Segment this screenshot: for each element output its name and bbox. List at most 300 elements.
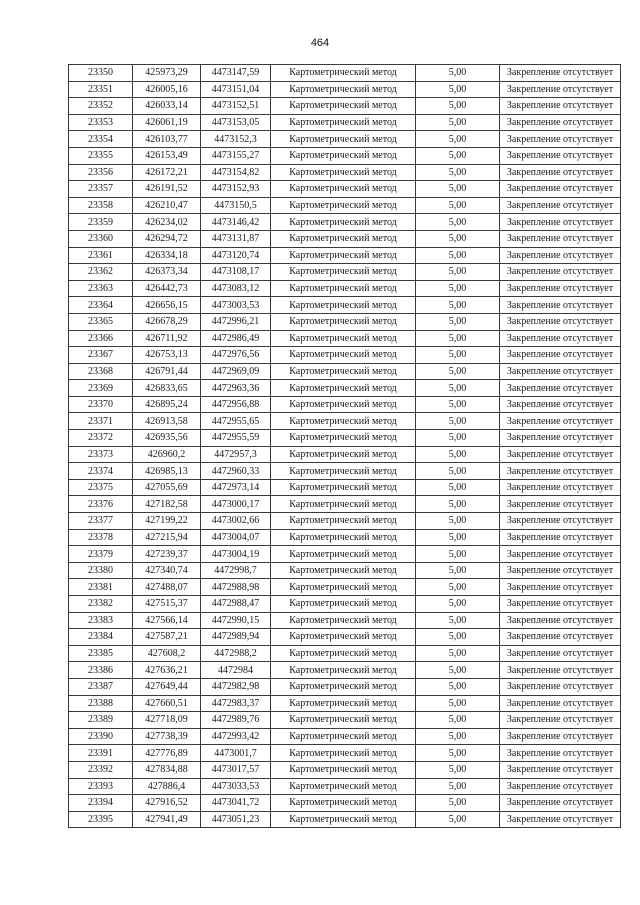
y-coordinate-cell: 4473108,17	[201, 264, 271, 281]
point-number-cell: 23393	[69, 778, 133, 795]
fixation-cell: Закрепление отсутствует	[500, 795, 621, 812]
table-row	[69, 479, 621, 496]
point-number-cell: 23372	[69, 430, 133, 447]
fixation-cell: Закрепление отсутствует	[500, 662, 621, 679]
table-row	[69, 131, 621, 148]
x-coordinate-cell: 427941,49	[133, 811, 201, 828]
accuracy-cell: 5,00	[416, 181, 500, 198]
fixation-cell: Закрепление отсутствует	[500, 479, 621, 496]
y-coordinate-cell: 4472976,56	[201, 347, 271, 364]
y-coordinate-cell: 4473001,7	[201, 745, 271, 762]
fixation-cell: Закрепление отсутствует	[500, 728, 621, 745]
accuracy-cell: 5,00	[416, 380, 500, 397]
table-row	[69, 164, 621, 181]
point-number-cell: 23379	[69, 546, 133, 563]
accuracy-cell: 5,00	[416, 114, 500, 131]
y-coordinate-cell: 4472957,3	[201, 446, 271, 463]
point-number-cell: 23362	[69, 264, 133, 281]
method-cell: Картометрический метод	[271, 114, 416, 131]
y-coordinate-cell: 4472960,33	[201, 463, 271, 480]
table-row	[69, 678, 621, 695]
y-coordinate-cell: 4472996,21	[201, 313, 271, 330]
method-cell: Картометрический метод	[271, 662, 416, 679]
y-coordinate-cell: 4473051,23	[201, 811, 271, 828]
point-number-cell: 23390	[69, 728, 133, 745]
table-row	[69, 396, 621, 413]
y-coordinate-cell: 4473152,3	[201, 131, 271, 148]
accuracy-cell: 5,00	[416, 396, 500, 413]
accuracy-cell: 5,00	[416, 596, 500, 613]
method-cell: Картометрический метод	[271, 811, 416, 828]
x-coordinate-cell: 427340,74	[133, 562, 201, 579]
fixation-cell: Закрепление отсутствует	[500, 131, 621, 148]
method-cell: Картометрический метод	[271, 230, 416, 247]
method-cell: Картометрический метод	[271, 197, 416, 214]
point-number-cell: 23377	[69, 513, 133, 530]
point-number-cell: 23374	[69, 463, 133, 480]
table-row	[69, 513, 621, 530]
x-coordinate-cell: 426334,18	[133, 247, 201, 264]
fixation-cell: Закрепление отсутствует	[500, 811, 621, 828]
point-number-cell: 23356	[69, 164, 133, 181]
accuracy-cell: 5,00	[416, 430, 500, 447]
x-coordinate-cell: 427215,94	[133, 529, 201, 546]
point-number-cell: 23394	[69, 795, 133, 812]
y-coordinate-cell: 4473155,27	[201, 147, 271, 164]
method-cell: Картометрический метод	[271, 712, 416, 729]
y-coordinate-cell: 4473120,74	[201, 247, 271, 264]
point-number-cell: 23384	[69, 629, 133, 646]
fixation-cell: Закрепление отсутствует	[500, 396, 621, 413]
fixation-cell: Закрепление отсутствует	[500, 546, 621, 563]
point-number-cell: 23351	[69, 81, 133, 98]
table-row	[69, 463, 621, 480]
method-cell: Картометрический метод	[271, 529, 416, 546]
fixation-cell: Закрепление отсутствует	[500, 745, 621, 762]
point-number-cell: 23365	[69, 313, 133, 330]
fixation-cell: Закрепление отсутствует	[500, 629, 621, 646]
fixation-cell: Закрепление отсутствует	[500, 596, 621, 613]
accuracy-cell: 5,00	[416, 795, 500, 812]
y-coordinate-cell: 4473151,04	[201, 81, 271, 98]
x-coordinate-cell: 427515,37	[133, 596, 201, 613]
method-cell: Картометрический метод	[271, 546, 416, 563]
table-row	[69, 430, 621, 447]
table-row	[69, 214, 621, 231]
y-coordinate-cell: 4472969,09	[201, 363, 271, 380]
point-number-cell: 23382	[69, 596, 133, 613]
fixation-cell: Закрепление отсутствует	[500, 363, 621, 380]
table-row	[69, 313, 621, 330]
table-row	[69, 380, 621, 397]
y-coordinate-cell: 4473146,42	[201, 214, 271, 231]
fixation-cell: Закрепление отсутствует	[500, 297, 621, 314]
x-coordinate-cell: 427738,39	[133, 728, 201, 745]
x-coordinate-cell: 426061,19	[133, 114, 201, 131]
accuracy-cell: 5,00	[416, 695, 500, 712]
point-number-cell: 23360	[69, 230, 133, 247]
accuracy-cell: 5,00	[416, 147, 500, 164]
y-coordinate-cell: 4472993,42	[201, 728, 271, 745]
accuracy-cell: 5,00	[416, 662, 500, 679]
x-coordinate-cell: 426935,56	[133, 430, 201, 447]
accuracy-cell: 5,00	[416, 81, 500, 98]
x-coordinate-cell: 427587,21	[133, 629, 201, 646]
x-coordinate-cell: 426373,34	[133, 264, 201, 281]
method-cell: Картометрический метод	[271, 745, 416, 762]
table-row	[69, 612, 621, 629]
accuracy-cell: 5,00	[416, 230, 500, 247]
y-coordinate-cell: 4473150,5	[201, 197, 271, 214]
fixation-cell: Закрепление отсутствует	[500, 214, 621, 231]
accuracy-cell: 5,00	[416, 264, 500, 281]
accuracy-cell: 5,00	[416, 297, 500, 314]
point-number-cell: 23371	[69, 413, 133, 430]
fixation-cell: Закрепление отсутствует	[500, 612, 621, 629]
table-row	[69, 330, 621, 347]
accuracy-cell: 5,00	[416, 678, 500, 695]
accuracy-cell: 5,00	[416, 280, 500, 297]
accuracy-cell: 5,00	[416, 645, 500, 662]
y-coordinate-cell: 4472986,49	[201, 330, 271, 347]
fixation-cell: Закрепление отсутствует	[500, 81, 621, 98]
y-coordinate-cell: 4473041,72	[201, 795, 271, 812]
y-coordinate-cell: 4473083,12	[201, 280, 271, 297]
method-cell: Картометрический метод	[271, 214, 416, 231]
accuracy-cell: 5,00	[416, 745, 500, 762]
table-row	[69, 712, 621, 729]
x-coordinate-cell: 426753,13	[133, 347, 201, 364]
table-row	[69, 579, 621, 596]
y-coordinate-cell: 4473003,53	[201, 297, 271, 314]
method-cell: Картометрический метод	[271, 313, 416, 330]
table-row	[69, 81, 621, 98]
x-coordinate-cell: 427886,4	[133, 778, 201, 795]
accuracy-cell: 5,00	[416, 712, 500, 729]
point-number-cell: 23359	[69, 214, 133, 231]
y-coordinate-cell: 4472982,98	[201, 678, 271, 695]
point-number-cell: 23391	[69, 745, 133, 762]
method-cell: Картометрический метод	[271, 795, 416, 812]
table-row	[69, 280, 621, 297]
method-cell: Картометрический метод	[271, 297, 416, 314]
accuracy-cell: 5,00	[416, 363, 500, 380]
method-cell: Картометрический метод	[271, 695, 416, 712]
y-coordinate-cell: 4473002,66	[201, 513, 271, 530]
fixation-cell: Закрепление отсутствует	[500, 446, 621, 463]
table-row	[69, 662, 621, 679]
fixation-cell: Закрепление отсутствует	[500, 562, 621, 579]
x-coordinate-cell: 426005,16	[133, 81, 201, 98]
x-coordinate-cell: 427834,88	[133, 761, 201, 778]
y-coordinate-cell: 4472955,59	[201, 430, 271, 447]
method-cell: Картометрический метод	[271, 612, 416, 629]
x-coordinate-cell: 426234,02	[133, 214, 201, 231]
x-coordinate-cell: 426210,47	[133, 197, 201, 214]
accuracy-cell: 5,00	[416, 479, 500, 496]
point-number-cell: 23389	[69, 712, 133, 729]
fixation-cell: Закрепление отсутствует	[500, 313, 621, 330]
method-cell: Картометрический метод	[271, 147, 416, 164]
y-coordinate-cell: 4472988,47	[201, 596, 271, 613]
accuracy-cell: 5,00	[416, 579, 500, 596]
fixation-cell: Закрепление отсутствует	[500, 98, 621, 115]
y-coordinate-cell: 4472988,98	[201, 579, 271, 596]
fixation-cell: Закрепление отсутствует	[500, 197, 621, 214]
method-cell: Картометрический метод	[271, 761, 416, 778]
x-coordinate-cell: 427182,58	[133, 496, 201, 513]
accuracy-cell: 5,00	[416, 811, 500, 828]
method-cell: Картометрический метод	[271, 513, 416, 530]
y-coordinate-cell: 4472955,65	[201, 413, 271, 430]
point-number-cell: 23366	[69, 330, 133, 347]
y-coordinate-cell: 4473154,82	[201, 164, 271, 181]
table-row	[69, 795, 621, 812]
point-number-cell: 23380	[69, 562, 133, 579]
table-row	[69, 562, 621, 579]
point-number-cell: 23350	[69, 65, 133, 82]
table-row	[69, 413, 621, 430]
accuracy-cell: 5,00	[416, 347, 500, 364]
point-number-cell: 23381	[69, 579, 133, 596]
method-cell: Картометрический метод	[271, 264, 416, 281]
y-coordinate-cell: 4473153,05	[201, 114, 271, 131]
method-cell: Картометрический метод	[271, 778, 416, 795]
point-number-cell: 23358	[69, 197, 133, 214]
fixation-cell: Закрепление отсутствует	[500, 65, 621, 82]
accuracy-cell: 5,00	[416, 778, 500, 795]
fixation-cell: Закрепление отсутствует	[500, 778, 621, 795]
y-coordinate-cell: 4472973,14	[201, 479, 271, 496]
fixation-cell: Закрепление отсутствует	[500, 247, 621, 264]
accuracy-cell: 5,00	[416, 197, 500, 214]
fixation-cell: Закрепление отсутствует	[500, 430, 621, 447]
method-cell: Картометрический метод	[271, 413, 416, 430]
table-row	[69, 181, 621, 198]
table-row	[69, 778, 621, 795]
method-cell: Картометрический метод	[271, 579, 416, 596]
y-coordinate-cell: 4472990,15	[201, 612, 271, 629]
x-coordinate-cell: 426294,72	[133, 230, 201, 247]
point-number-cell: 23376	[69, 496, 133, 513]
table-row	[69, 529, 621, 546]
x-coordinate-cell: 426153,49	[133, 147, 201, 164]
accuracy-cell: 5,00	[416, 164, 500, 181]
method-cell: Картометрический метод	[271, 629, 416, 646]
method-cell: Картометрический метод	[271, 479, 416, 496]
x-coordinate-cell: 426791,44	[133, 363, 201, 380]
table-row	[69, 629, 621, 646]
table-row	[69, 596, 621, 613]
point-number-cell: 23363	[69, 280, 133, 297]
x-coordinate-cell: 426913,58	[133, 413, 201, 430]
x-coordinate-cell: 425973,29	[133, 65, 201, 82]
method-cell: Картометрический метод	[271, 596, 416, 613]
fixation-cell: Закрепление отсутствует	[500, 164, 621, 181]
fixation-cell: Закрепление отсутствует	[500, 181, 621, 198]
x-coordinate-cell: 426656,15	[133, 297, 201, 314]
accuracy-cell: 5,00	[416, 214, 500, 231]
point-number-cell: 23369	[69, 380, 133, 397]
method-cell: Картометрический метод	[271, 181, 416, 198]
x-coordinate-cell: 427239,37	[133, 546, 201, 563]
accuracy-cell: 5,00	[416, 546, 500, 563]
point-number-cell: 23386	[69, 662, 133, 679]
method-cell: Картометрический метод	[271, 463, 416, 480]
table-row	[69, 728, 621, 745]
method-cell: Картометрический метод	[271, 396, 416, 413]
x-coordinate-cell: 426985,13	[133, 463, 201, 480]
point-number-cell: 23387	[69, 678, 133, 695]
y-coordinate-cell: 4473131,87	[201, 230, 271, 247]
point-number-cell: 23388	[69, 695, 133, 712]
fixation-cell: Закрепление отсутствует	[500, 380, 621, 397]
x-coordinate-cell: 427055,69	[133, 479, 201, 496]
point-number-cell: 23370	[69, 396, 133, 413]
table-row	[69, 247, 621, 264]
accuracy-cell: 5,00	[416, 446, 500, 463]
x-coordinate-cell: 426103,77	[133, 131, 201, 148]
x-coordinate-cell: 426172,21	[133, 164, 201, 181]
method-cell: Картометрический метод	[271, 280, 416, 297]
table-row	[69, 363, 621, 380]
fixation-cell: Закрепление отсутствует	[500, 695, 621, 712]
point-number-cell: 23354	[69, 131, 133, 148]
table-row	[69, 695, 621, 712]
y-coordinate-cell: 4473004,07	[201, 529, 271, 546]
method-cell: Картометрический метод	[271, 728, 416, 745]
accuracy-cell: 5,00	[416, 529, 500, 546]
table-row	[69, 98, 621, 115]
point-number-cell: 23392	[69, 761, 133, 778]
point-number-cell: 23361	[69, 247, 133, 264]
accuracy-cell: 5,00	[416, 247, 500, 264]
x-coordinate-cell: 427608,2	[133, 645, 201, 662]
y-coordinate-cell: 4472983,37	[201, 695, 271, 712]
method-cell: Картометрический метод	[271, 131, 416, 148]
accuracy-cell: 5,00	[416, 65, 500, 82]
point-number-cell: 23364	[69, 297, 133, 314]
fixation-cell: Закрепление отсутствует	[500, 463, 621, 480]
y-coordinate-cell: 4473147,59	[201, 65, 271, 82]
x-coordinate-cell: 427776,89	[133, 745, 201, 762]
fixation-cell: Закрепление отсутствует	[500, 264, 621, 281]
method-cell: Картометрический метод	[271, 164, 416, 181]
fixation-cell: Закрепление отсутствует	[500, 496, 621, 513]
method-cell: Картометрический метод	[271, 446, 416, 463]
x-coordinate-cell: 426442,73	[133, 280, 201, 297]
y-coordinate-cell: 4473017,57	[201, 761, 271, 778]
accuracy-cell: 5,00	[416, 562, 500, 579]
method-cell: Картометрический метод	[271, 247, 416, 264]
point-number-cell: 23357	[69, 181, 133, 198]
table-row	[69, 645, 621, 662]
y-coordinate-cell: 4472984	[201, 662, 271, 679]
point-number-cell: 23378	[69, 529, 133, 546]
point-number-cell: 23395	[69, 811, 133, 828]
method-cell: Картометрический метод	[271, 380, 416, 397]
method-cell: Картометрический метод	[271, 496, 416, 513]
point-number-cell: 23373	[69, 446, 133, 463]
fixation-cell: Закрепление отсутствует	[500, 579, 621, 596]
x-coordinate-cell: 427488,07	[133, 579, 201, 596]
y-coordinate-cell: 4473152,51	[201, 98, 271, 115]
table-row	[69, 446, 621, 463]
fixation-cell: Закрепление отсутствует	[500, 645, 621, 662]
method-cell: Картометрический метод	[271, 347, 416, 364]
accuracy-cell: 5,00	[416, 761, 500, 778]
fixation-cell: Закрепление отсутствует	[500, 712, 621, 729]
y-coordinate-cell: 4473004,19	[201, 546, 271, 563]
accuracy-cell: 5,00	[416, 131, 500, 148]
method-cell: Картометрический метод	[271, 645, 416, 662]
method-cell: Картометрический метод	[271, 330, 416, 347]
accuracy-cell: 5,00	[416, 728, 500, 745]
method-cell: Картометрический метод	[271, 98, 416, 115]
fixation-cell: Закрепление отсутствует	[500, 280, 621, 297]
method-cell: Картометрический метод	[271, 562, 416, 579]
table-row	[69, 147, 621, 164]
accuracy-cell: 5,00	[416, 413, 500, 430]
accuracy-cell: 5,00	[416, 313, 500, 330]
y-coordinate-cell: 4472988,2	[201, 645, 271, 662]
accuracy-cell: 5,00	[416, 513, 500, 530]
fixation-cell: Закрепление отсутствует	[500, 114, 621, 131]
table-row	[69, 197, 621, 214]
y-coordinate-cell: 4473152,93	[201, 181, 271, 198]
fixation-cell: Закрепление отсутствует	[500, 513, 621, 530]
coordinates-table	[68, 64, 621, 828]
point-number-cell: 23383	[69, 612, 133, 629]
x-coordinate-cell: 426711,92	[133, 330, 201, 347]
y-coordinate-cell: 4472956,88	[201, 396, 271, 413]
x-coordinate-cell: 427566,14	[133, 612, 201, 629]
fixation-cell: Закрепление отсутствует	[500, 147, 621, 164]
table-row	[69, 230, 621, 247]
x-coordinate-cell: 426191,52	[133, 181, 201, 198]
point-number-cell: 23375	[69, 479, 133, 496]
accuracy-cell: 5,00	[416, 330, 500, 347]
fixation-cell: Закрепление отсутствует	[500, 678, 621, 695]
x-coordinate-cell: 427718,09	[133, 712, 201, 729]
y-coordinate-cell: 4473000,17	[201, 496, 271, 513]
x-coordinate-cell: 426678,29	[133, 313, 201, 330]
table-row	[69, 347, 621, 364]
fixation-cell: Закрепление отсутствует	[500, 347, 621, 364]
table-row	[69, 546, 621, 563]
fixation-cell: Закрепление отсутствует	[500, 330, 621, 347]
accuracy-cell: 5,00	[416, 98, 500, 115]
x-coordinate-cell: 427649,44	[133, 678, 201, 695]
y-coordinate-cell: 4472989,76	[201, 712, 271, 729]
method-cell: Картометрический метод	[271, 65, 416, 82]
page-number: 464	[310, 37, 330, 49]
x-coordinate-cell: 427636,21	[133, 662, 201, 679]
method-cell: Картометрический метод	[271, 363, 416, 380]
table-row	[69, 297, 621, 314]
point-number-cell: 23353	[69, 114, 133, 131]
point-number-cell: 23367	[69, 347, 133, 364]
x-coordinate-cell: 427199,22	[133, 513, 201, 530]
x-coordinate-cell: 427916,52	[133, 795, 201, 812]
table-row	[69, 264, 621, 281]
method-cell: Картометрический метод	[271, 430, 416, 447]
table-row	[69, 745, 621, 762]
method-cell: Картометрический метод	[271, 678, 416, 695]
point-number-cell: 23385	[69, 645, 133, 662]
accuracy-cell: 5,00	[416, 629, 500, 646]
table-row	[69, 496, 621, 513]
